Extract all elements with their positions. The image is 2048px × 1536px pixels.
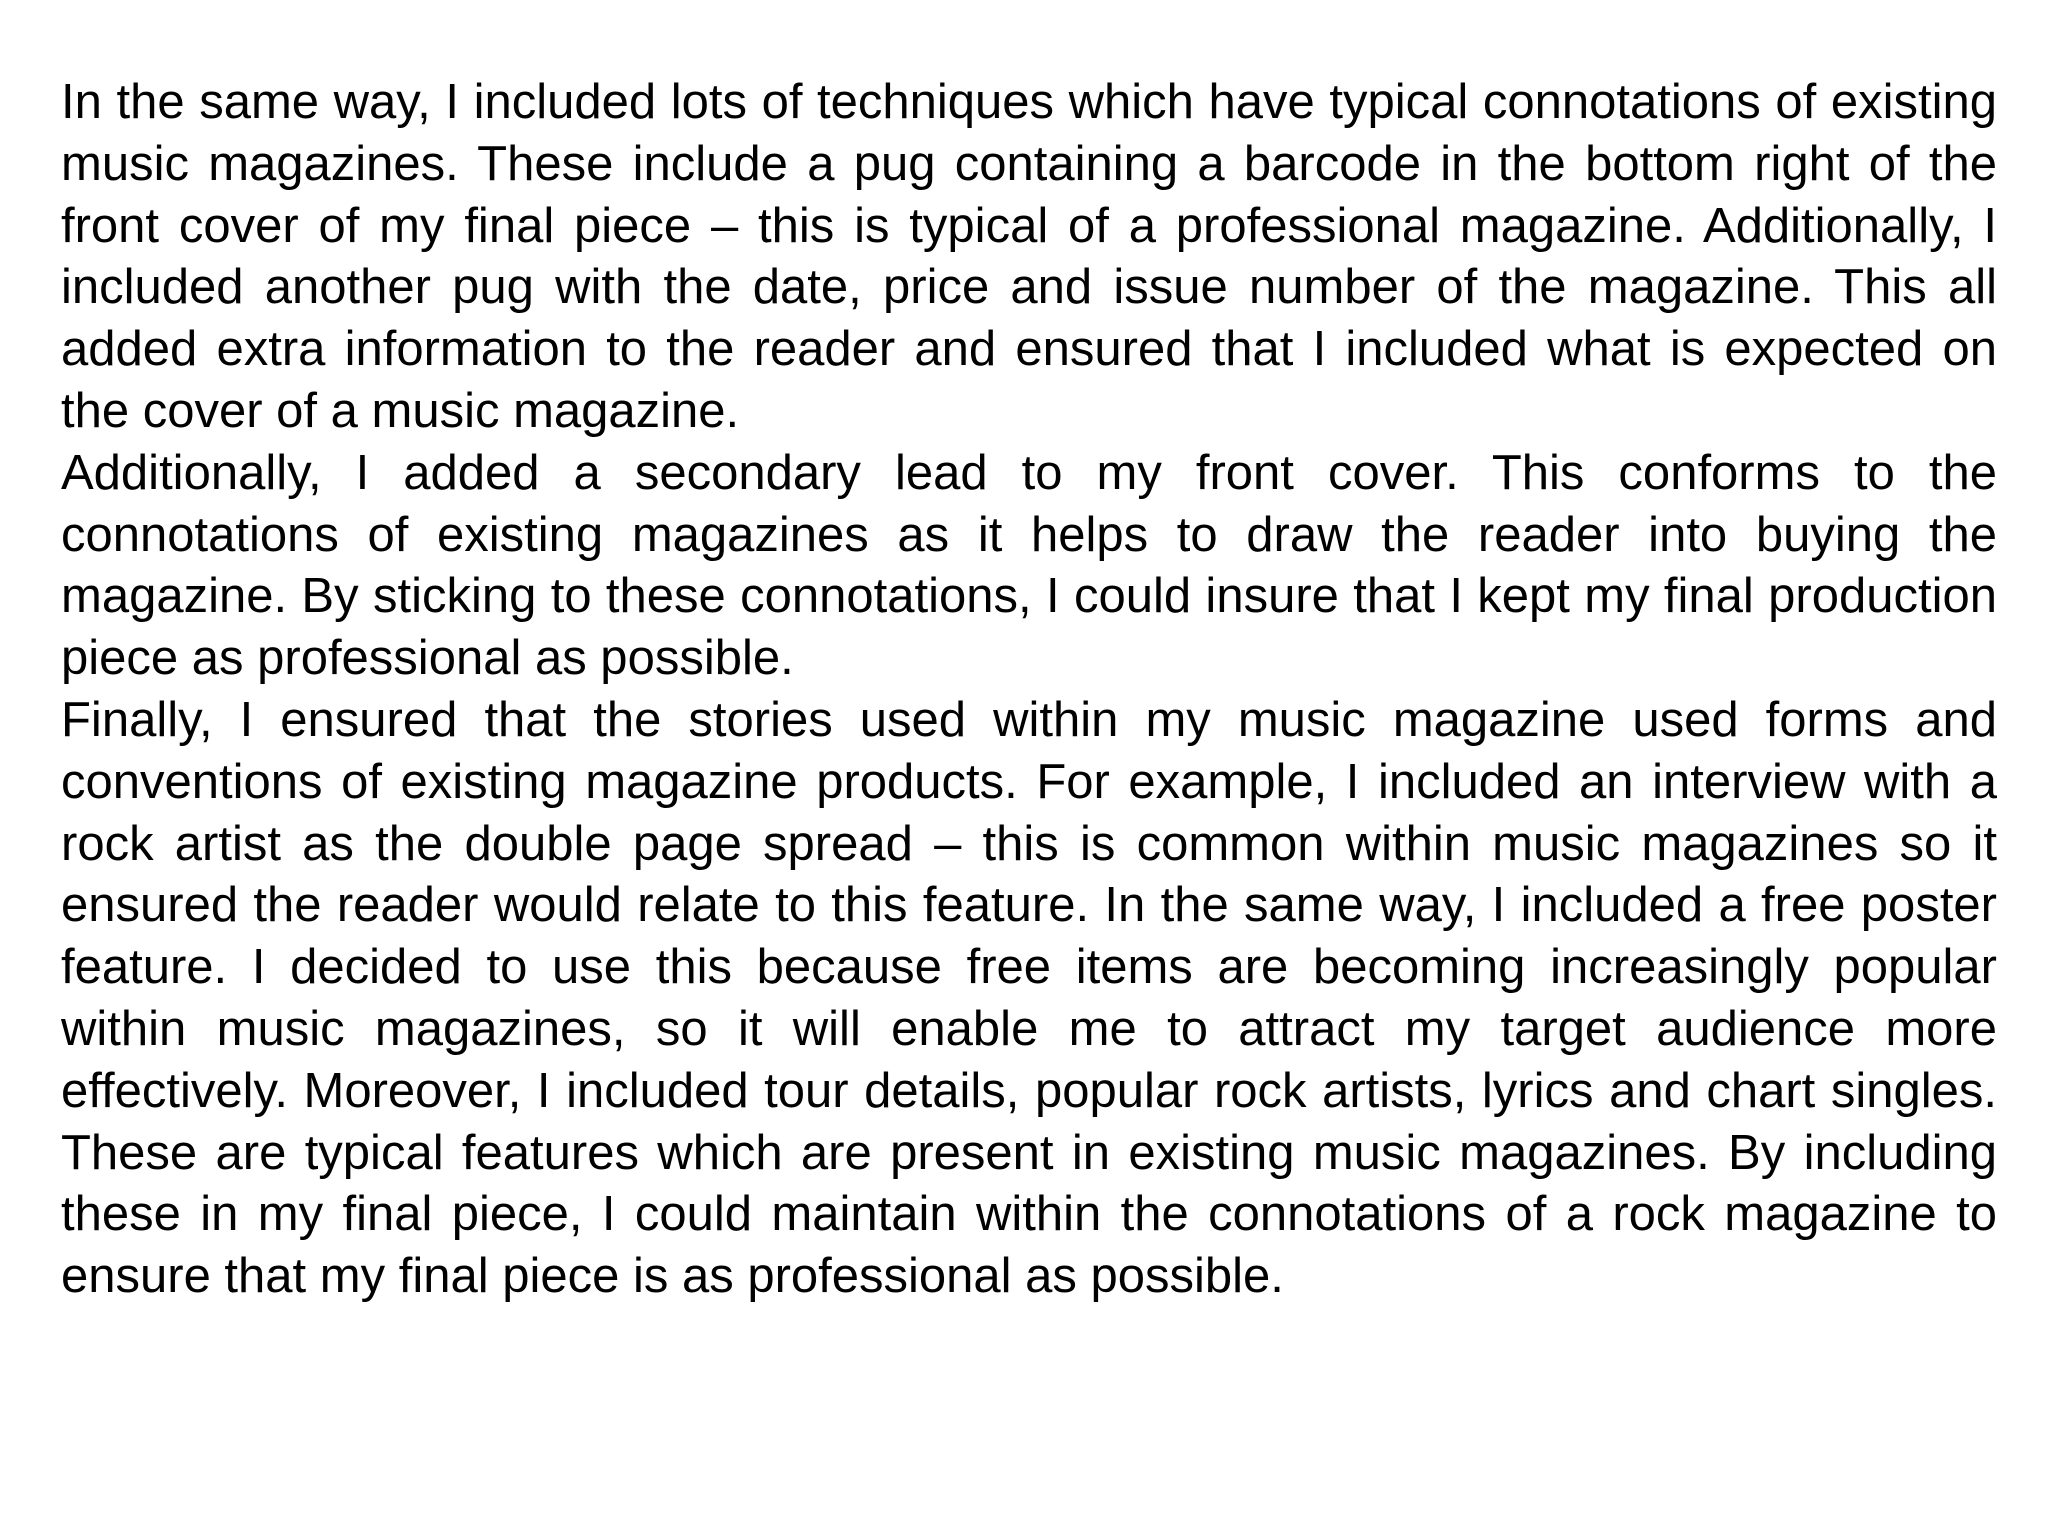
paragraph-pugs: In the same way, I included lots of techniques which have typical connotations of existing music magazines. These include a pug containing a barcode in the bottom right of the front cover of my final piece – this is typical of a professional magazine. Additionally, I included another pug with the date, price and issue number of the magazine. This all added extra information to the reader and ensured that I included what is expected on the cover of a music magazine.: [61, 75, 1997, 438]
document-body: [61, 72, 1997, 1308]
paragraph-secondary-lead: Additionally, I added a secondary lead to my front cover. This conforms to the connotations of existing magazines as it helps to draw the reader into buying the magazine. By sticking to these connotations, I could insure that I kept my final production piece as professional as possible.: [61, 445, 1997, 686]
paragraph-stories: Finally, I ensured that the stories used within my music magazine used forms and conventions of existing magazine products. For example, I included an interview with a rock artist as the double page spread – this is common within music magazines so it ensured the reader would relate to this feature. In the same way, I included a free poster feature. I decided to use this because free items are becoming increasingly popular within music magazines, so it will enable me to attract my target audience more effectively. Moreover, I included tour details, popular rock artists, lyrics and chart singles. These are typical features which are present in existing music magazines. By including these in my final piece, I could maintain within the connotations of a rock magazine to ensure that my final piece is as professional as possible.: [61, 692, 1997, 1304]
